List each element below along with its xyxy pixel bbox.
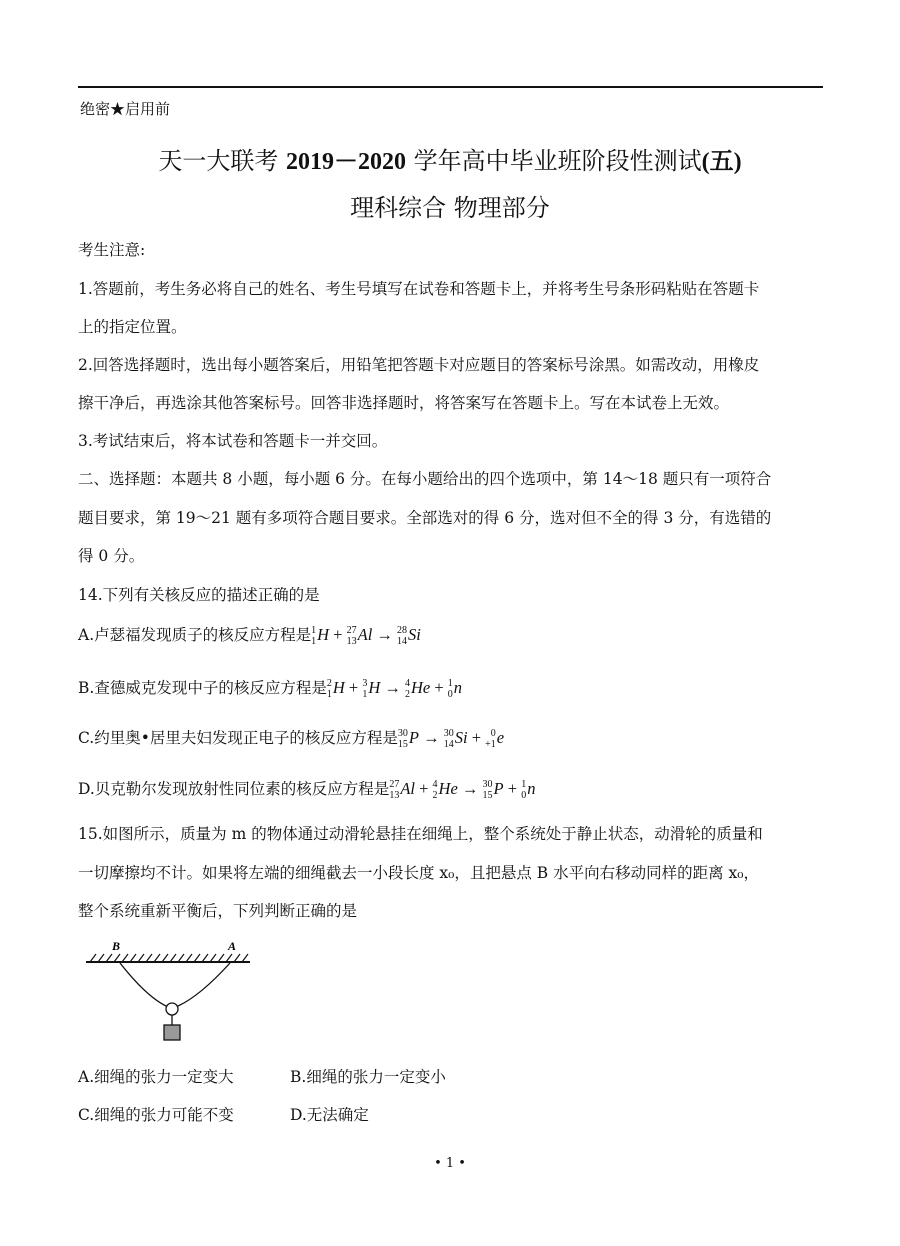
exam-subtitle: 理科综合 物理部分 [350,194,550,222]
nuclide-numbers [327,678,332,700]
notes-heading: 考生注意: [78,241,146,259]
q14-option-b-text: B.查德威克发现中子的核反应方程是 [78,679,327,697]
exam-title [0,141,900,176]
section-line-1: 二、选择题：本题共 8 小题，每小题 6 分。在每小题给出的四个选项中，第 14～18 题只有一项符合 [78,470,772,488]
title-suffix: (五) [701,149,742,175]
mass-number: 30 [482,779,493,791]
note-3: 3.考试结束后，将本试卷和答题卡一并交回。 [78,432,388,450]
equation-operator: + [344,678,363,697]
nuclide-symbol: H [332,678,345,697]
q14-option-d-equation [389,779,536,802]
atomic-number: 2 [404,689,410,701]
nuclide-symbol: Si [454,728,468,747]
q14-option-c [78,726,504,750]
point-b-label: B [112,939,121,953]
pulley-figure [80,936,255,1046]
mass-number: 1 [447,678,453,690]
q15-option-b: B.细绳的张力一定变小 [290,1068,446,1086]
atomic-number: 1 [311,636,317,648]
page-number: • 1 • [434,1156,466,1171]
note-2-line-2: 擦干净后，再选涂其他答案标号。回答非选择题时，将答案写在答题卡上。写在本试卷上无效。 [78,394,730,412]
note-2-line-1: 2.回答选择题时，选出每小题答案后，用铅笔把答题卡对应题目的答案标号涂黑。如需改动，用橡皮 [78,356,760,374]
mass-number: 30 [397,728,408,740]
q15-line-2: 一切摩擦均不计。如果将左端的细绳截去一小段长度 x₀，且把悬点 B 水平向右移动同样的距离 x₀， [78,864,760,882]
equation-operator: → [380,678,405,697]
note-1-line-1: 1.答题前，考生务必将自己的姓名、考生号填写在试卷和答题卡上，并将考生号条形码粘贴在答题卡 [78,280,760,298]
mass-number: 2 [326,678,332,690]
equation-operator: + [503,779,522,798]
nuclide-symbol: n [453,678,463,697]
q14-option-a-equation [311,625,421,648]
section-line-3: 得 0 分。 [78,547,145,565]
atomic-number: 2 [432,790,438,802]
nuclide-symbol: H [368,678,381,697]
nuclide-numbers [444,728,454,750]
nuclide-numbers [398,728,408,750]
equation-operator: + [414,779,433,798]
mass-number: 1 [521,779,527,791]
nuclide-numbers [397,625,407,647]
mass-number: 0 [490,728,496,740]
equation-operator: + [467,728,486,747]
nuclide-symbol: Al [400,779,415,798]
nuclide-numbers [521,779,526,801]
nuclide-numbers [405,678,410,700]
atomic-number: 14 [443,739,454,751]
nuclide-symbol: n [527,779,536,798]
atomic-number: 0 [521,790,527,802]
q14-option-a-text: A.卢瑟福发现质子的核反应方程是 [78,626,312,644]
mass-number: 3 [362,678,368,690]
atomic-number: 15 [397,739,408,751]
atomic-number: 13 [389,790,400,802]
equation-operator: + [329,625,347,644]
q15-line-3: 整个系统重新平衡后，下列判断正确的是 [78,902,358,920]
mass-number: 1 [311,625,317,637]
q14-option-c-text: C.约里奥•居里夫妇发现正电子的核反应方程是 [78,729,398,747]
ceiling-beam [86,954,250,962]
title-middle: 学年高中毕业班阶段性测试 [406,147,702,175]
q14-option-b [78,676,462,700]
equation-operator: → [457,779,483,798]
mass-number: 4 [432,779,438,791]
nuclide-symbol: P [408,728,419,747]
mass-number: 4 [404,678,410,690]
q14-option-d-text: D.贝克勒尔发现放射性同位素的核反应方程是 [78,780,390,798]
note-1-line-2: 上的指定位置。 [78,318,187,336]
equation-operator: → [418,728,444,747]
q15-option-d: D.无法确定 [290,1106,369,1124]
nuclide-numbers [483,779,493,801]
atomic-number: 15 [482,790,493,802]
left-rope [120,963,166,1006]
q15-option-c: C.细绳的张力可能不变 [78,1106,234,1124]
nuclide-numbers [347,625,357,647]
q14-option-c-equation [397,728,505,751]
atomic-number: 13 [346,636,357,648]
title-prefix: 天一大联考 [158,147,286,175]
point-a-label: A [228,939,237,953]
q15-line-1: 15.如图所示，质量为 m 的物体通过动滑轮悬挂在细绳上，整个系统处于静止状态，动滑轮的质量和 [78,825,763,843]
atomic-number: 1 [362,689,368,701]
nuclide-symbol: e [496,728,505,747]
nuclide-numbers [362,678,367,700]
nuclide-numbers [311,625,316,647]
mass-number: 30 [443,728,454,740]
nuclide-symbol: H [317,625,330,644]
q15-option-a: A.细绳的张力一定变大 [78,1068,234,1086]
atomic-number: 14 [397,636,408,648]
q14-option-b-equation [326,678,463,701]
nuclide-symbol: He [410,678,431,697]
q14-option-a [78,623,421,647]
mass-number: 28 [397,625,408,637]
q14-stem: 14.下列有关核反应的描述正确的是 [78,586,320,604]
atomic-number: +1 [485,739,496,751]
equation-operator: → [372,625,398,644]
atomic-number: 1 [326,689,332,701]
mass-number: 27 [389,779,400,791]
nuclide-numbers [389,779,399,801]
secret-label: 绝密★启用前 [80,100,171,118]
nuclide-numbers [433,779,438,801]
top-rule [78,86,823,88]
atomic-number: 0 [447,689,453,701]
nuclide-numbers [448,678,453,700]
pulley-wheel [166,1003,178,1015]
mass-block [164,1025,180,1040]
nuclide-symbol: Al [357,625,373,644]
nuclide-symbol: He [438,779,458,798]
mass-number: 27 [346,625,357,637]
right-rope [178,963,230,1006]
nuclide-numbers [485,728,496,750]
equation-operator: + [430,678,448,697]
section-line-2: 题目要求，第 19～21 题有多项符合题目要求。全部选对的得 6 分，选对但不全的得 3 分，有选错的 [78,509,772,527]
nuclide-symbol: P [493,779,504,798]
q14-option-d [78,777,535,801]
title-years: 2019－2020 [286,149,406,175]
nuclide-symbol: Si [408,625,421,644]
